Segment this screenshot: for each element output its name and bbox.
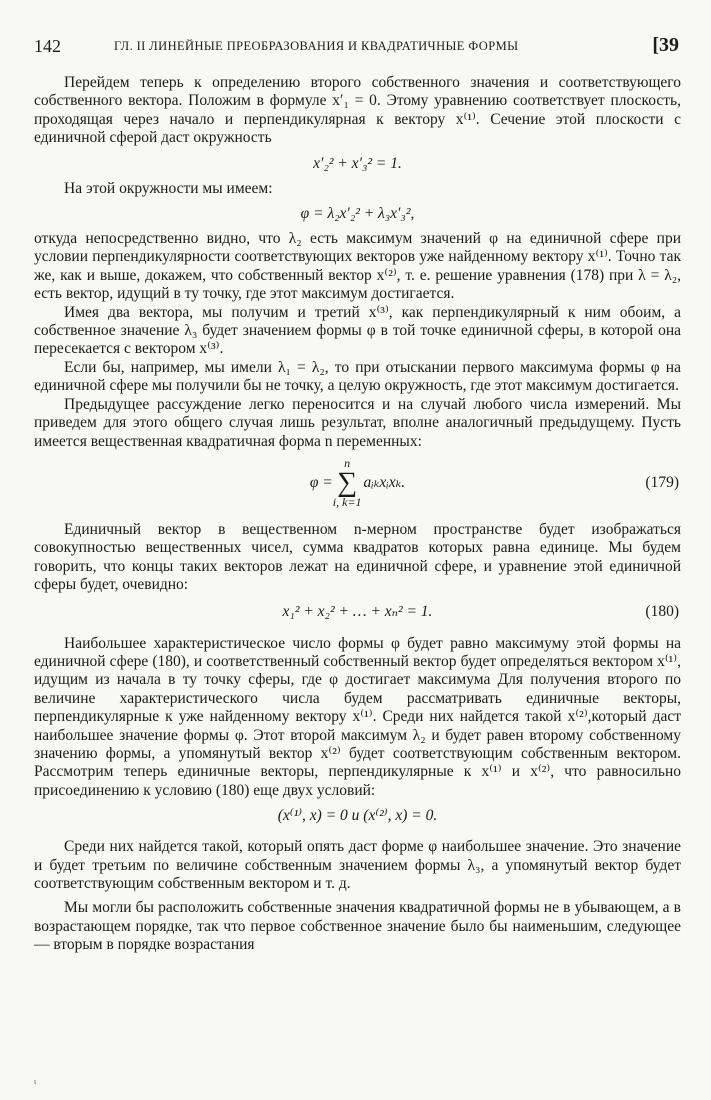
summation-sign [333,457,362,509]
paragraph-1: Перейдем теперь к определению второго собственного значения и соответствующего собственного вектора. Положим в формуле x′₁ = 0. Этому уравнению соответствует плоскость, проходящая через начало и перпендикулярная к вектору x⁽¹⁾. Сечение этой плоскости с единичной сферой даст окружность [34,74,681,147]
formula-circle: x′₂² + x′₃² = 1. [313,154,402,172]
sum-upper-limit: n [344,455,351,470]
page-number: 142 [34,36,61,56]
running-title: ГЛ. II ЛИНЕЙНЫЕ ПРЕОБРАЗОВАНИЯ И КВАДРАТИЧНЫЕ ФОРМЫ [114,39,519,53]
equation-number-179: (179) [645,473,679,491]
formula-179-right: aᵢₖxᵢxₖ. [363,473,406,491]
paragraph-4: Имея два вектора, мы получим и третий x⁽³⁾, как перпендикулярный к ним обоим, а собственное значение λ₃ будет значением формы φ в той точке единичной сферы, в которой она пересекается с вектором x⁽³⁾. [34,303,681,358]
sigma-icon: ∑ [337,466,358,498]
formula-orthogonality: (x⁽¹⁾, x) = 0 и (x⁽²⁾, x) = 0. [277,807,438,825]
equation-number-180: (180) [645,602,679,620]
footer-mark: ι [34,1077,37,1086]
section-number: [39 [652,34,679,56]
paragraph-10: Мы могли бы расположить собственные значения квадратичной формы не в убывающем, а в возрастающем порядке, так что первое собственное значение было бы наименьшим, следующее — вторым в порядке возрастания [34,899,681,954]
formula-179-left: φ = [309,473,333,491]
paragraph-9: Среди них найдется такой, который опять даст форме φ наибольшее значение. Это значение и будет третьим по величине собственным значением формы λ₃, а упомянутый вектор будет соответствующим собственным вектором и т. д. [34,838,681,892]
paragraph-3: откуда непосредственно видно, что λ₂ есть максимум значений φ на единичной сфере при условии перпендикулярности соответствующих векторов уже найденному вектору x⁽¹⁾. Точно так же, как и выше, докажем, что собственный вектор x⁽²⁾, т. е. решение уравнения (178) при λ = λ₂, есть вектор, идущий в ту точку, где этот максимум достигается. [34,230,681,303]
formula-179 [34,457,681,509]
page-header [34,36,681,60]
formula-180 [34,601,681,623]
formula-180-expr: x₁² + x₂² + … + xₙ² = 1. [282,602,433,620]
page-body [34,74,681,955]
paragraph-5: Если бы, например, мы имели λ₁ = λ₂, то при отыскании первого максимума формы φ на единичной сфере мы получили бы не точку, а целую окружность, где этот максимум достигается. [34,358,681,395]
formula-phi-2d: φ = λ₂x′₂² + λ₃x′₃², [300,205,415,223]
paragraph-8: Наибольшее характеристическое число формы φ будет равно максимуму этой формы на единичной сфере (180), и соответственный собственный вектор будет определяться вектором x⁽¹⁾, идущим из начала в ту точку сферы, где φ достигает максимума Для получения второго по величине характеристического числа будем рассматривать единичные векторы, перпендикулярные к уже найденному вектору x⁽¹⁾. Среди них найдется такой x⁽²⁾,который даст наибольшее значение формы φ. Этот второй максимум λ₂ и будет равен второму собственному значению формы, а упомянутый вектор x⁽²⁾ будет соответствующим собственным вектором. Рассмотрим теперь единичные векторы, перпендикулярные к x⁽¹⁾ и x⁽²⁾, что равносильно присоединению к условию (180) еще двух условий: [34,634,681,799]
sum-lower-limit: i, k=1 [332,494,362,509]
paragraph-6: Предыдущее рассуждение легко переносится и на случай любого числа измерений. Мы приведем для этого общего случая лишь результат, вполне аналогичный предыдущему. Пусть имеется вещественная квадратичная форма n переменных: [34,395,681,450]
paragraph-7: Единичный вектор в вещественном n-мерном пространстве будет изображаться совокупностью вещественных чисел, сумма квадратов которых равна единице. Мы будем говорить, что концы таких векторов лежат на единичной сфере, и уравнение этой единичной сферы будет, очевидно: [34,520,681,594]
paragraph-2: На этой окружности мы имеем: [64,179,273,197]
